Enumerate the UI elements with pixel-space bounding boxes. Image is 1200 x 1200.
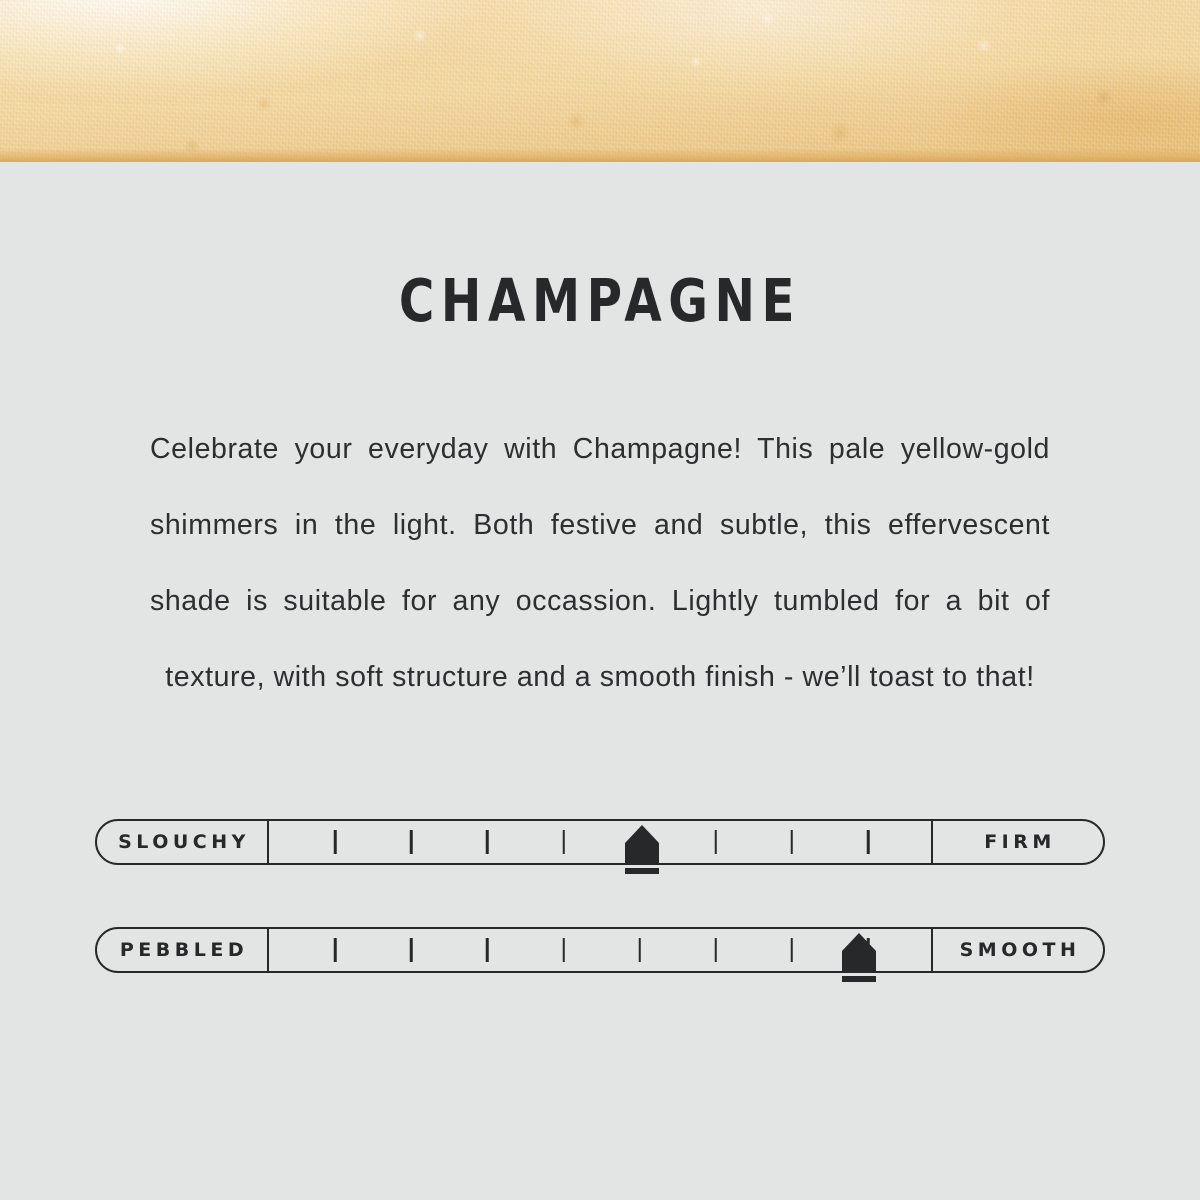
- slider-texture-left-label: PEBBLED: [97, 929, 269, 971]
- page-title: CHAMPAGNE: [398, 266, 802, 335]
- slider-tick: [715, 938, 718, 962]
- handle-base: [842, 976, 876, 982]
- slider-tick: [791, 830, 794, 854]
- slider-tick: [486, 830, 489, 854]
- slider-tick: [638, 830, 641, 854]
- handle-base: [625, 868, 659, 874]
- slider-tick: [715, 830, 718, 854]
- swatch-bottom-edge: [0, 148, 1200, 162]
- champagne-gold-leather-swatch: [0, 0, 1200, 162]
- slider-tick: [562, 938, 565, 962]
- slider-texture-scale[interactable]: [269, 929, 931, 971]
- swatch-mottle-texture: [0, 0, 1200, 162]
- slider-texture-track[interactable]: [95, 927, 1105, 973]
- slider-structure-right-label: FIRM: [931, 821, 1103, 863]
- slider-tick: [638, 938, 641, 962]
- slider-texture[interactable]: [95, 927, 1105, 975]
- card-content: [0, 162, 1200, 1035]
- slider-structure-scale[interactable]: [269, 821, 931, 863]
- slider-tick: [410, 938, 413, 962]
- slider-tick: [562, 830, 565, 854]
- slider-structure-track[interactable]: [95, 819, 1105, 865]
- attribute-sliders: [0, 819, 1200, 975]
- slider-structure[interactable]: [95, 819, 1105, 867]
- product-description: Celebrate your everyday with Champagne! This pale yellow-gold shimmers in the light. Both festive and subtle, this effervescent shade is suitable for any occassion. Lightly tumbled for a bit of texture, with soft structure and a smooth finish - we’ll toast to that!: [150, 433, 1050, 693]
- slider-texture-right-label: SMOOTH: [931, 929, 1103, 971]
- slider-tick: [334, 830, 337, 854]
- slider-tick: [334, 938, 337, 962]
- slider-tick: [486, 938, 489, 962]
- slider-structure-left-label: SLOUCHY: [97, 821, 269, 863]
- slider-tick: [867, 830, 870, 854]
- slider-tick: [410, 830, 413, 854]
- slider-tick: [867, 938, 870, 962]
- slider-tick: [791, 938, 794, 962]
